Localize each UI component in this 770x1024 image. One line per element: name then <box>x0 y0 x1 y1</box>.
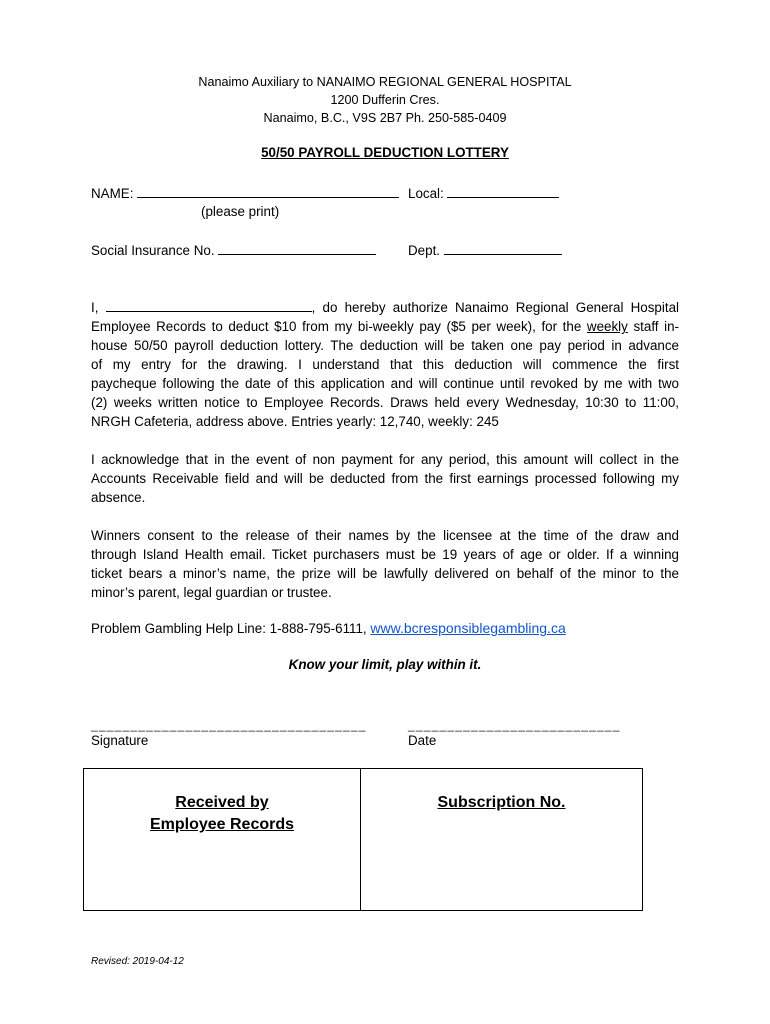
authorization-text: , do hereby authorize Nanaimo Regional General Hospital <box>311 300 679 315</box>
date-line[interactable]: ___________________________ <box>408 718 621 732</box>
received-by-line2: Employee Records <box>149 816 295 833</box>
name-input-line[interactable] <box>137 185 399 198</box>
please-print-note: (please print) <box>201 204 280 219</box>
sin-label: Social Insurance No. <box>91 243 215 258</box>
org-address: 1200 Dufferin Cres. <box>330 93 440 107</box>
subscription-no-heading: Subscription No. <box>437 794 566 811</box>
consent-line: minor’s parent, legal guardian or trustee. <box>91 585 332 600</box>
authorization-line: house 50/50 payroll deduction lottery. The deduction will be taken one pay period in advance <box>91 338 679 353</box>
form-title: 50/50 PAYROLL DEDUCTION LOTTERY <box>261 145 509 160</box>
sin-field-row <box>91 242 376 258</box>
consent-line: through Island Health email. Ticket purchasers must be 19 years of age or older. If a winning <box>91 547 679 562</box>
name-label: NAME: <box>91 186 134 201</box>
org-name: Nanaimo Auxiliary to NANAIMO REGIONAL GENERAL HOSPITAL <box>198 75 572 89</box>
local-label: Local: <box>408 186 444 201</box>
revised-date: Revised: 2019-04-12 <box>91 956 184 967</box>
name-field-row <box>91 185 399 201</box>
consent-line: ticket bears a minor’s name, the prize will be lawfully delivered on behalf of the minor to the <box>91 566 679 581</box>
acknowledge-line: absence. <box>91 490 146 505</box>
dept-input-line[interactable] <box>444 242 562 255</box>
staff-in-text: staff in- <box>633 319 679 334</box>
acknowledge-paragraph <box>91 450 679 507</box>
dept-field-row <box>408 242 562 258</box>
authorization-paragraph <box>91 298 679 431</box>
acknowledge-line: I acknowledge that in the event of non payment for any period, this amount will collect in the <box>91 452 679 467</box>
dept-label: Dept. <box>408 243 441 258</box>
received-by-line1: Received by <box>175 794 269 811</box>
authorization-line: (2) weeks written notice to Employee Records. Draws held every Wednesday, 10:30 to 11:00, <box>91 395 679 410</box>
local-input-line[interactable] <box>447 185 559 198</box>
motto: Know your limit, play within it. <box>288 657 482 672</box>
received-by-heading <box>84 792 360 836</box>
authorization-line <box>91 317 679 336</box>
weekly-word: weekly <box>586 319 628 334</box>
authorization-line: paycheque following the date of this application and will continue until revoked by me with two <box>91 376 679 391</box>
authorization-line <box>91 298 679 317</box>
org-city-phone: Nanaimo, B.C., V9S 2B7 Ph. 250-585-0409 <box>263 111 507 125</box>
authorization-text: Employee Records to deduct $10 from my bi-weekly pay ($5 per week), for the <box>91 319 582 334</box>
acknowledge-line: Accounts Receivable field and will be deducted from the first earnings processed following my <box>91 471 679 486</box>
gambling-help-link[interactable]: www.bcresponsiblegambling.ca <box>370 620 566 636</box>
helpline-row <box>91 620 566 636</box>
office-use-box <box>83 768 643 911</box>
authorization-line: NRGH Cafeteria, address above. Entries yearly: 12,740, weekly: 245 <box>91 414 499 429</box>
box-divider <box>360 769 361 910</box>
i-label: I, <box>91 300 99 315</box>
consent-line: Winners consent to the release of their names by the licensee at the time of the draw and <box>91 528 679 543</box>
helpline-text: Problem Gambling Help Line: 1-888-795-6111, <box>91 621 367 636</box>
consent-paragraph <box>91 526 679 602</box>
signature-line[interactable]: ___________________________________ <box>91 718 367 732</box>
authorizer-name-line[interactable] <box>106 299 312 312</box>
signature-label: Signature <box>91 733 149 748</box>
authorization-line: of my entry for the drawing. I understand that this deduction will commence the first <box>91 357 679 372</box>
local-field-row <box>408 185 559 201</box>
date-label: Date <box>408 733 437 748</box>
sin-input-line[interactable] <box>218 242 376 255</box>
